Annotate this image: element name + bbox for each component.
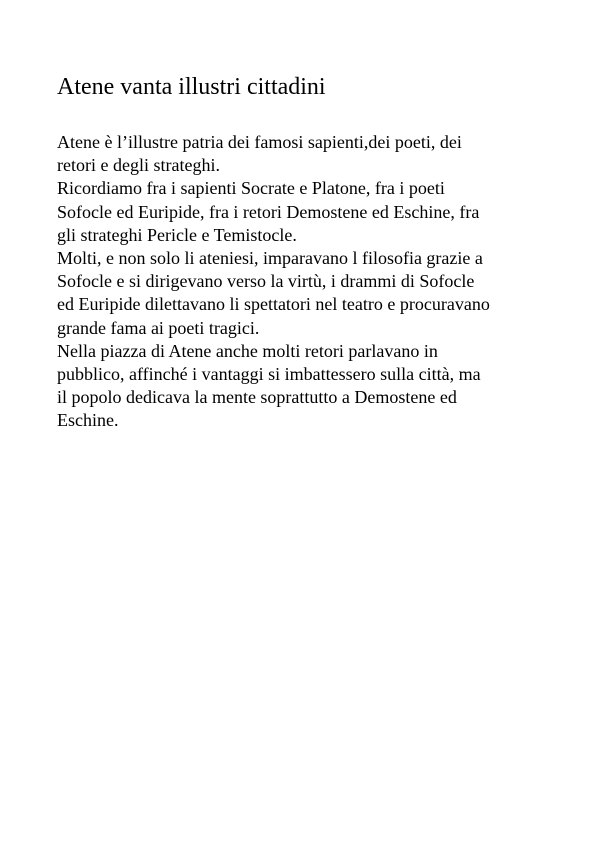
- text-line: Atene è l’illustre patria dei famosi sapienti,dei poeti, dei: [57, 132, 462, 152]
- text-line: Sofocle e si dirigevano verso la virtù, i drammi di Sofocle: [57, 271, 475, 292]
- body-text: [57, 131, 547, 433]
- text-line: il popolo dedicava la mente soprattutto a Demostene ed: [57, 387, 457, 408]
- page-title: Atene vanta illustri cittadini: [57, 74, 326, 100]
- text-line: pubblico, affinché i vantaggi si imbattessero sulla città, ma: [57, 364, 481, 385]
- text-line: Eschine.: [57, 410, 119, 431]
- text-line: Ricordiamo fra i sapienti Socrate e Platone, fra i poeti: [57, 178, 445, 199]
- text-line: ed Euripide dilettavano li spettatori nel teatro e procuravano: [57, 294, 490, 315]
- text-line: gli strateghi Pericle e Temistocle.: [57, 224, 297, 245]
- text-line: Nella piazza di Atene anche molti retori parlavano in: [57, 340, 438, 361]
- text-line: Sofocle ed Euripide, fra i retori Demostene ed Eschine, fra: [57, 201, 480, 222]
- text-line: Molti, e non solo li ateniesi, imparavano l filosofia grazie a: [57, 248, 483, 269]
- text-line: grande fama ai poeti tragici.: [57, 317, 260, 338]
- text-line: retori e degli strateghi.: [57, 155, 220, 176]
